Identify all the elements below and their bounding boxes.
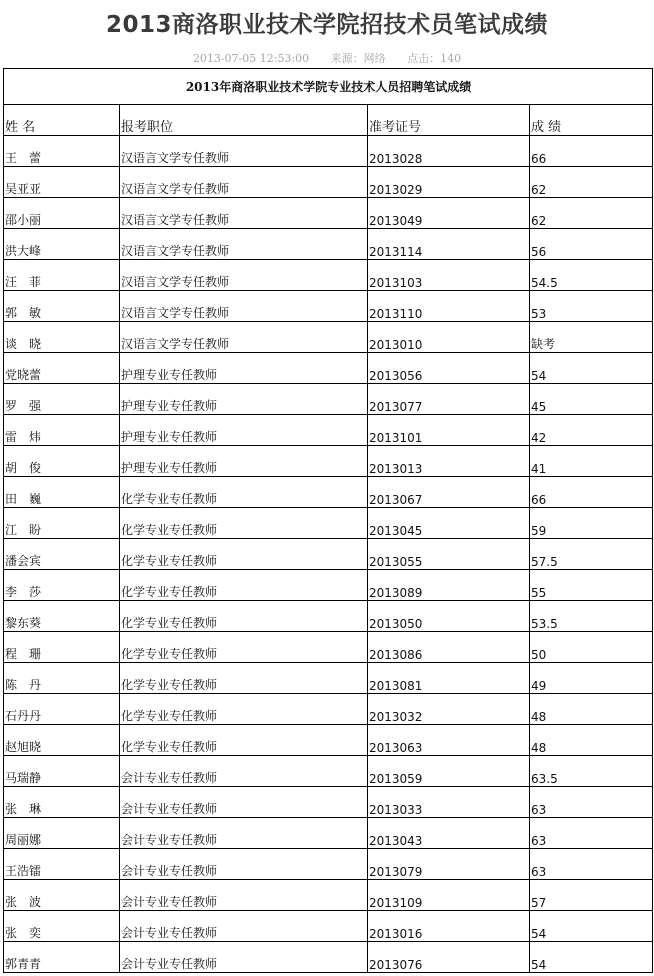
cell-exam-id: 2013081	[368, 663, 530, 694]
cell-exam-id: 2013114	[368, 229, 530, 260]
cell-name: 石丹丹	[4, 694, 120, 725]
cell-score: 66	[530, 477, 653, 508]
cell-exam-id: 2013055	[368, 539, 530, 570]
cell-exam-id: 2013077	[368, 384, 530, 415]
cell-score: 54	[530, 353, 653, 384]
cell-name: 张 琳	[4, 787, 120, 818]
cell-exam-id: 2013032	[368, 694, 530, 725]
cell-score: 49	[530, 663, 653, 694]
cell-score: 54	[530, 942, 653, 973]
cell-name: 郭 敏	[4, 291, 120, 322]
table-row	[4, 415, 653, 446]
table-row	[4, 601, 653, 632]
cell-exam-id: 2013076	[368, 942, 530, 973]
cell-exam-id: 2013089	[368, 570, 530, 601]
cell-name: 胡 俊	[4, 446, 120, 477]
cell-position: 汉语言文学专任教师	[120, 322, 368, 353]
table-row	[4, 446, 653, 477]
table-row	[4, 477, 653, 508]
cell-score: 57.5	[530, 539, 653, 570]
cell-exam-id: 2013045	[368, 508, 530, 539]
cell-exam-id: 2013103	[368, 260, 530, 291]
cell-score: 63	[530, 818, 653, 849]
cell-name: 潘会宾	[4, 539, 120, 570]
cell-name: 江 盼	[4, 508, 120, 539]
publish-timestamp: 2013-07-05 12:53:00	[192, 52, 310, 65]
cell-score: 缺考	[530, 322, 653, 353]
table-row	[4, 787, 653, 818]
header-exam-id: 准考证号	[368, 105, 530, 136]
table-row	[4, 725, 653, 756]
cell-exam-id: 2013110	[368, 291, 530, 322]
table-row	[4, 942, 653, 973]
table-row	[4, 198, 653, 229]
cell-position: 汉语言文学专任教师	[120, 167, 368, 198]
cell-position: 会计专业专任教师	[120, 818, 368, 849]
table-row	[4, 353, 653, 384]
cell-position: 化学专业专任教师	[120, 477, 368, 508]
cell-name: 赵旭晓	[4, 725, 120, 756]
cell-exam-id: 2013016	[368, 911, 530, 942]
cell-position: 汉语言文学专任教师	[120, 136, 368, 167]
cell-score: 66	[530, 136, 653, 167]
table-body	[4, 105, 653, 973]
cell-name: 陈 丹	[4, 663, 120, 694]
cell-name: 张 奕	[4, 911, 120, 942]
table-header-row	[4, 105, 653, 136]
table-caption: 2013年商洛职业技术学院专业技术人员招聘笔试成绩	[4, 69, 653, 105]
cell-exam-id: 2013086	[368, 632, 530, 663]
cell-score: 50	[530, 632, 653, 663]
cell-position: 护理专业专任教师	[120, 353, 368, 384]
cell-name: 张 波	[4, 880, 120, 911]
cell-position: 会计专业专任教师	[120, 756, 368, 787]
table-row	[4, 911, 653, 942]
table-row	[4, 818, 653, 849]
cell-exam-id: 2013033	[368, 787, 530, 818]
table-row	[4, 880, 653, 911]
cell-position: 护理专业专任教师	[120, 415, 368, 446]
table-row	[4, 508, 653, 539]
cell-position: 化学专业专任教师	[120, 601, 368, 632]
cell-score: 48	[530, 694, 653, 725]
cell-name: 李 莎	[4, 570, 120, 601]
table-row	[4, 756, 653, 787]
table-row	[4, 694, 653, 725]
cell-score: 54	[530, 911, 653, 942]
scores-table	[3, 68, 653, 973]
cell-name: 田 巍	[4, 477, 120, 508]
article-meta	[0, 50, 654, 66]
cell-score: 59	[530, 508, 653, 539]
cell-name: 郭青青	[4, 942, 120, 973]
table-row	[4, 260, 653, 291]
cell-position: 汉语言文学专任教师	[120, 291, 368, 322]
cell-position: 化学专业专任教师	[120, 570, 368, 601]
table-row	[4, 229, 653, 260]
click-count: 点击：140	[407, 52, 462, 65]
cell-position: 汉语言文学专任教师	[120, 198, 368, 229]
cell-score: 62	[530, 167, 653, 198]
cell-exam-id: 2013109	[368, 880, 530, 911]
cell-position: 化学专业专任教师	[120, 694, 368, 725]
table-row	[4, 291, 653, 322]
table-row	[4, 384, 653, 415]
cell-name: 罗 强	[4, 384, 120, 415]
cell-score: 55	[530, 570, 653, 601]
cell-position: 护理专业专任教师	[120, 446, 368, 477]
cell-position: 化学专业专任教师	[120, 725, 368, 756]
cell-exam-id: 2013079	[368, 849, 530, 880]
cell-name: 汪 菲	[4, 260, 120, 291]
cell-score: 53	[530, 291, 653, 322]
cell-position: 会计专业专任教师	[120, 942, 368, 973]
cell-score: 53.5	[530, 601, 653, 632]
cell-exam-id: 2013050	[368, 601, 530, 632]
cell-name: 王 蕾	[4, 136, 120, 167]
cell-score: 42	[530, 415, 653, 446]
cell-exam-id: 2013063	[368, 725, 530, 756]
cell-exam-id: 2013028	[368, 136, 530, 167]
table-row	[4, 663, 653, 694]
cell-score: 57	[530, 880, 653, 911]
table-row	[4, 322, 653, 353]
cell-name: 雷 炜	[4, 415, 120, 446]
cell-score: 54.5	[530, 260, 653, 291]
cell-name: 程 珊	[4, 632, 120, 663]
cell-position: 化学专业专任教师	[120, 663, 368, 694]
table-row	[4, 849, 653, 880]
cell-score: 63	[530, 787, 653, 818]
cell-exam-id: 2013059	[368, 756, 530, 787]
cell-name: 王浩镭	[4, 849, 120, 880]
cell-score: 62	[530, 198, 653, 229]
table-row	[4, 167, 653, 198]
cell-position: 化学专业专任教师	[120, 539, 368, 570]
cell-exam-id: 2013043	[368, 818, 530, 849]
cell-score: 48	[530, 725, 653, 756]
cell-exam-id: 2013056	[368, 353, 530, 384]
cell-name: 谈 晓	[4, 322, 120, 353]
cell-exam-id: 2013029	[368, 167, 530, 198]
page-title: 2013商洛职业技术学院招技术员笔试成绩	[105, 12, 548, 38]
cell-exam-id: 2013101	[368, 415, 530, 446]
cell-score: 56	[530, 229, 653, 260]
table-row	[4, 570, 653, 601]
source-label: 来源：网络	[330, 52, 386, 65]
cell-name: 马瑞静	[4, 756, 120, 787]
cell-exam-id: 2013013	[368, 446, 530, 477]
cell-name: 洪大峰	[4, 229, 120, 260]
cell-exam-id: 2013010	[368, 322, 530, 353]
cell-position: 汉语言文学专任教师	[120, 260, 368, 291]
cell-name: 周丽娜	[4, 818, 120, 849]
header-name: 姓 名	[4, 105, 120, 136]
cell-score: 41	[530, 446, 653, 477]
cell-position: 化学专业专任教师	[120, 508, 368, 539]
cell-name: 吴亚亚	[4, 167, 120, 198]
cell-name: 党晓蕾	[4, 353, 120, 384]
cell-position: 会计专业专任教师	[120, 880, 368, 911]
cell-score: 63.5	[530, 756, 653, 787]
cell-position: 汉语言文学专任教师	[120, 229, 368, 260]
header-position: 报考职位	[120, 105, 368, 136]
table-row	[4, 539, 653, 570]
table-row	[4, 632, 653, 663]
cell-exam-id: 2013067	[368, 477, 530, 508]
cell-position: 化学专业专任教师	[120, 632, 368, 663]
cell-position: 会计专业专任教师	[120, 787, 368, 818]
cell-name: 黎东葵	[4, 601, 120, 632]
cell-exam-id: 2013049	[368, 198, 530, 229]
cell-position: 会计专业专任教师	[120, 911, 368, 942]
header-score: 成 绩	[530, 105, 653, 136]
cell-position: 会计专业专任教师	[120, 849, 368, 880]
cell-position: 护理专业专任教师	[120, 384, 368, 415]
cell-name: 邵小丽	[4, 198, 120, 229]
cell-score: 45	[530, 384, 653, 415]
table-row	[4, 136, 653, 167]
cell-score: 63	[530, 849, 653, 880]
